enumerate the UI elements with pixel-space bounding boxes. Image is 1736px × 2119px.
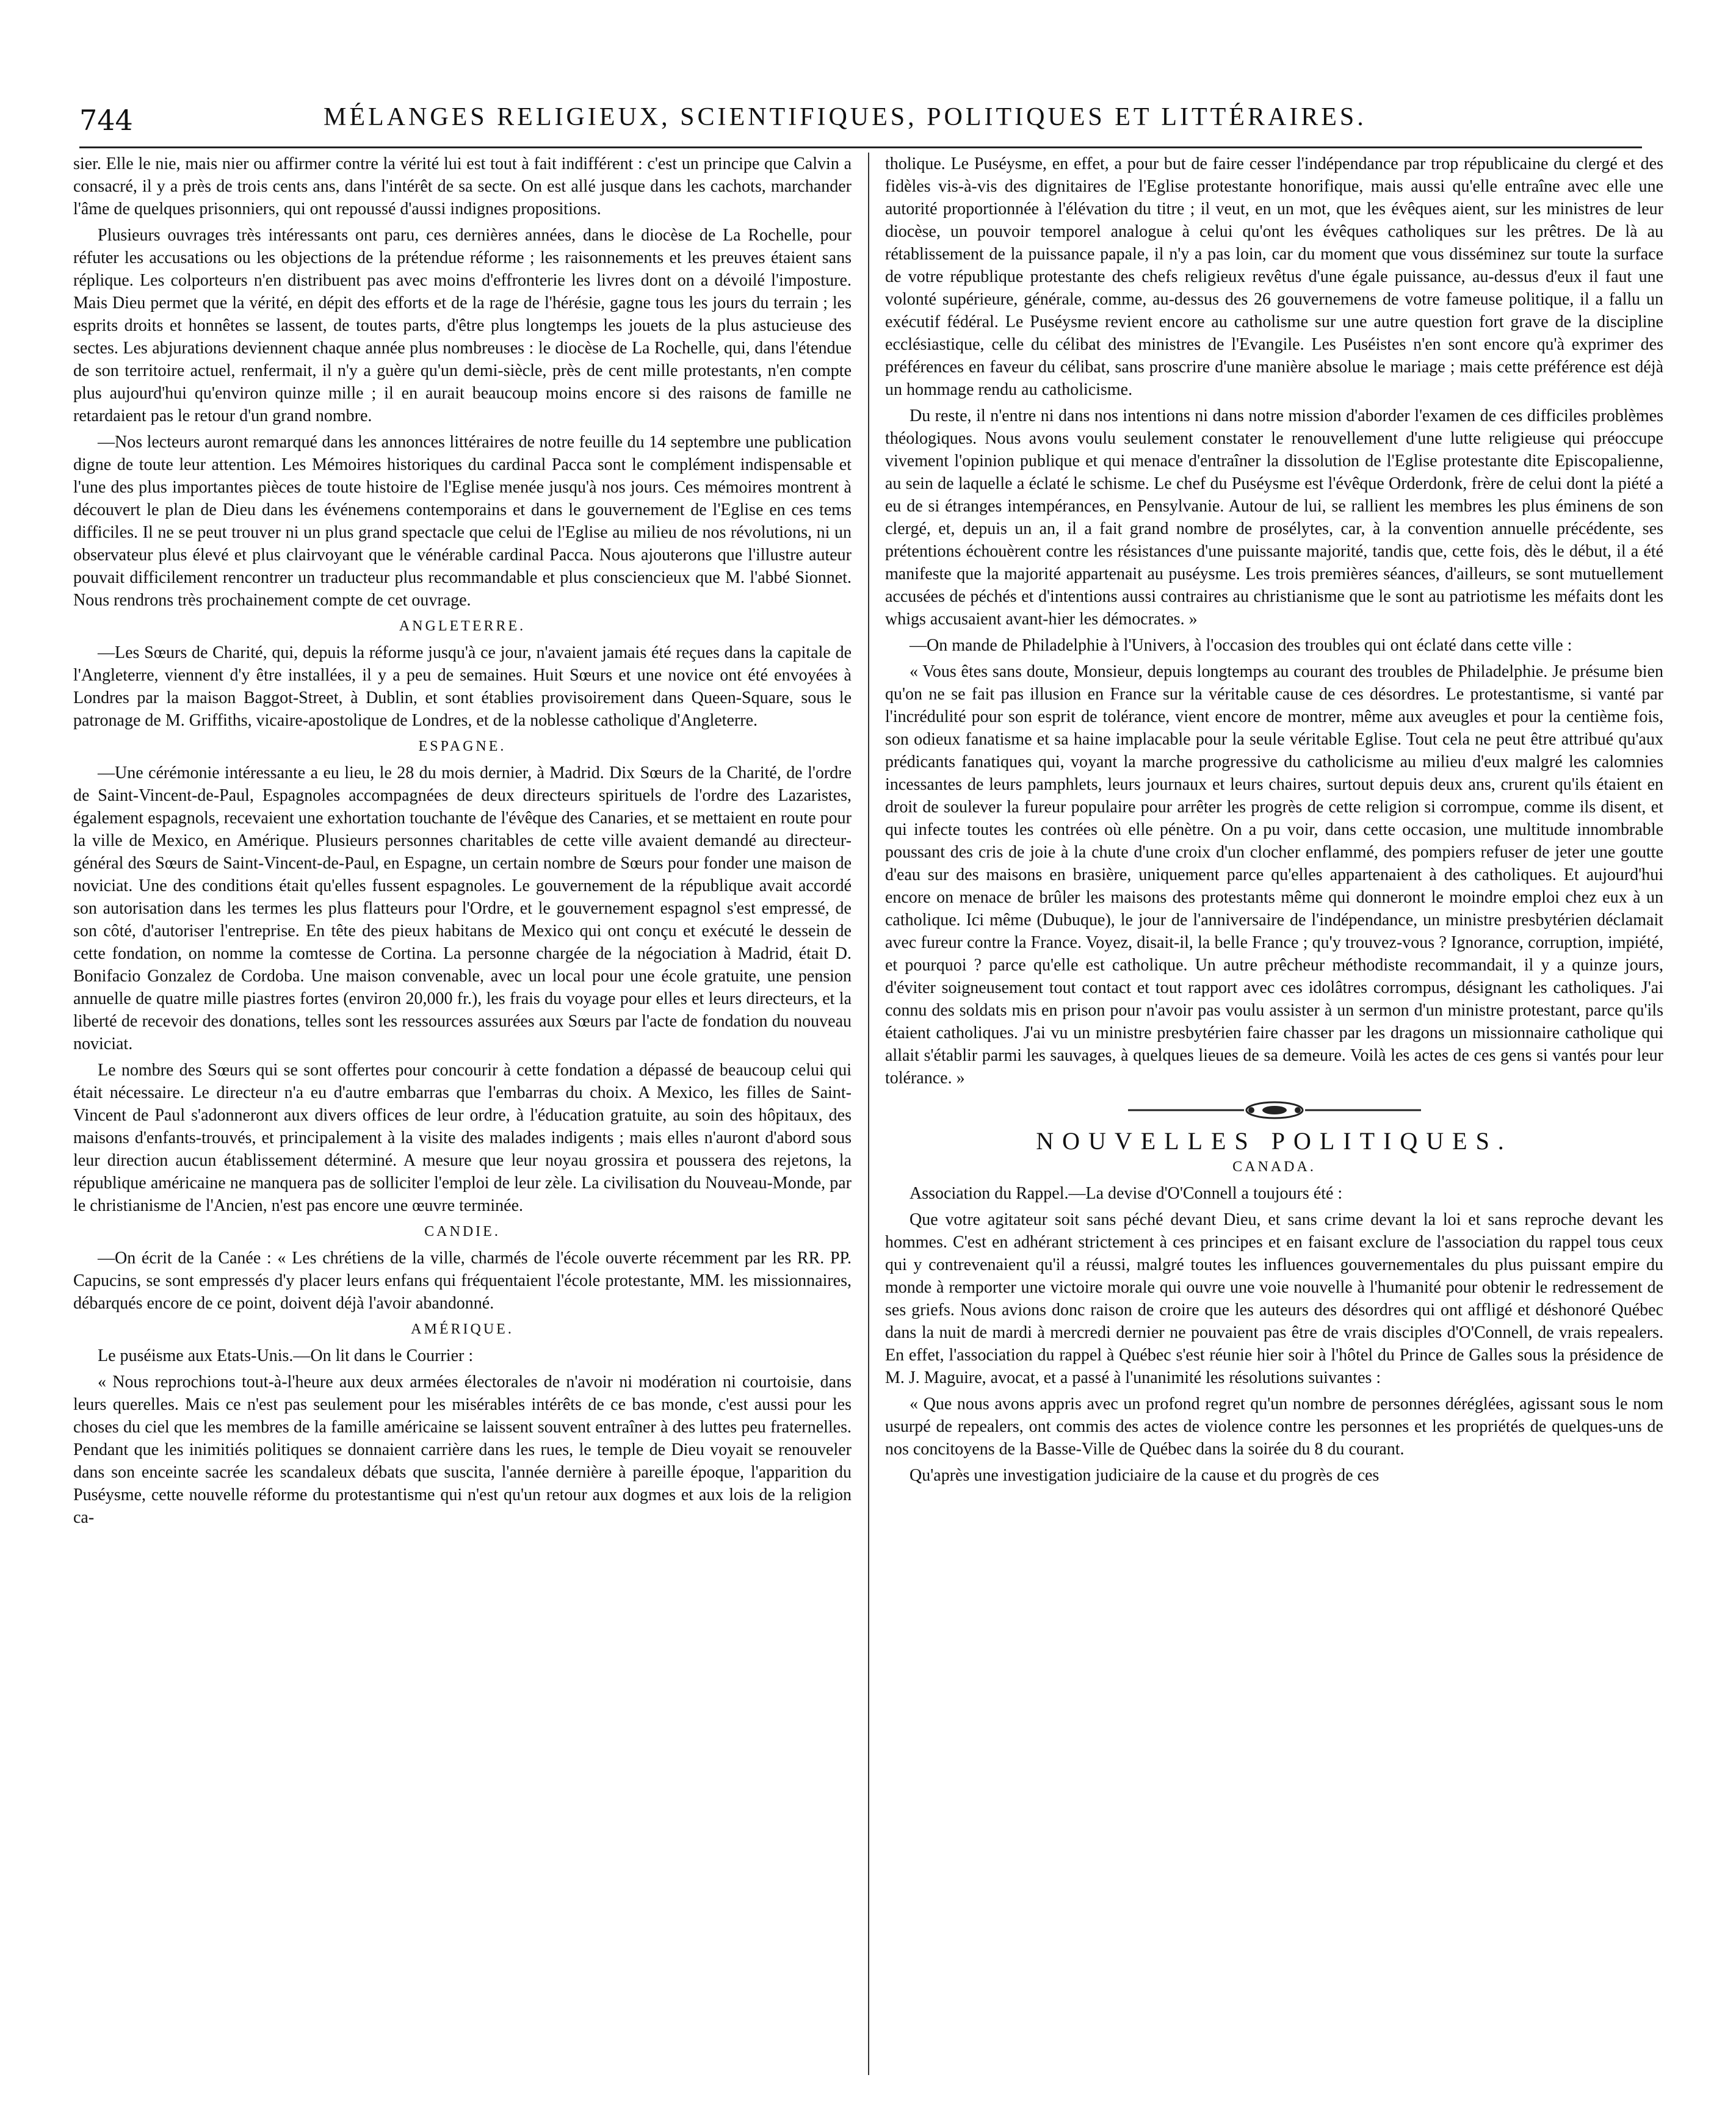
paragraph: « Nous reprochions tout-à-l'heure aux deux armées électorales de n'avoir ni modération ni courtoisie, dans leurs querelles. Mais ce n'est pas seulement pour les misérables intérêts de ce bas monde, c'est aussi pour les choses du ciel que les membres de la famille américaine se laissent souvent entraîner à des luttes peu fraternelles. Pendant que les inimitiés politiques se donnaient carrière dans les rues, le temple de Dieu voyait se renouveler dans son enceinte sacrée les scandaleux débats que suscita, l'année dernière à pareille époque, l'apparition du Puséysme, cette nouvelle réforme du protestantisme qui n'est qu'un retour aux dogmes et aux lois de la religion ca- xyxy=(73,1373,852,1527)
paragraph-lead: Association du Rappel.—La devise d'O'Connell a toujours été : xyxy=(910,1184,1343,1203)
right-column xyxy=(885,153,1663,2093)
paragraph: sier. Elle le nie, mais nier ou affirmer contre la vérité lui est tout à fait indifférent : c'est un principe que Calvin a consacré, il y a près de trois cents ans, dans l'intérêt de sa secte. On est allé jusque dans les cachots, marchander l'âme de quelques prisonniers, qui ont repoussé d'aussi indignes propositions. xyxy=(73,154,852,218)
paragraph: Du reste, il n'entre ni dans nos intentions ni dans notre mission d'aborder l'examen de ces difficiles problèmes théologiques. Nous avons voulu seulement constater le renouvellement d'une lutte religieuse qui préoccupe vivement l'opinion publique et qui menace d'entraîner la dissolution de l'Eglise protestante dite Episcopalienne, au sein de laquelle a éclaté le schisme. Le chef du Puséysme est l'évêque Orderdonk, frère de celui dont la piété a eu de si étranges intempérances, en Pensylvanie. Autour de lui, se rallient les membres les plus éminens de son clergé, et, depuis un an, il a fait grand nombre de prosélytes, car, à la convention annuelle précédente, ses prétentions échouèrent contre les résistances d'une puissante majorité, tandis que, cette fois, dès le début, il a été manifeste que la majorité appartenait au puséysme. Les trois premières séances, d'ailleurs, se sont mutuellement accusées de péchés et d'intentions aussi contraires au christianisme que le sont au patriotisme les méfaits dont les whigs accusaient avant-hier les démocrates. » xyxy=(885,406,1663,629)
paragraph: —On écrit de la Canée : « Les chrétiens de la ville, charmés de l'école ouverte récemment par les RR. PP. Capucins, se sont empressés d'y placer leurs enfans qui fréquentaient l'école protestante, MM. les missionnaires, débarqués encore de ce point, doivent déjà l'avoir abandonné. xyxy=(73,1249,852,1313)
paragraph: Qu'après une investigation judiciaire de la cause et du progrès de ces xyxy=(910,1466,1380,1485)
ornament-icon xyxy=(1116,1099,1433,1121)
section-heading-amerique: AMÉRIQUE. xyxy=(411,1321,514,1337)
paragraph: —Les Sœurs de Charité, qui, depuis la réforme jusqu'à ce jour, n'avaient jamais été reçues dans la capitale de l'Angleterre, viennent d'y être installées, il y a peu de semaines. Huit Sœurs et une novice ont été envoyées à Londres par la maison Baggot-Street, à Dublin, et sont établies provisoirement dans Queen-Square, sous le patronage de M. Griffiths, vicaire-apostolique de Londres, et de la noblesse catholique d'Angleterre. xyxy=(73,643,852,730)
column-divider xyxy=(868,153,869,2075)
ornament-divider xyxy=(885,1099,1663,1124)
paragraph-lead: Le puséisme aux Etats-Unis.—On lit dans le Courrier : xyxy=(98,1346,474,1365)
left-column xyxy=(73,153,852,2093)
page-header xyxy=(79,92,1642,146)
paragraph: « Vous êtes sans doute, Monsieur, depuis longtemps au courant des troubles de Philadelphie. Je présume bien qu'on ne se fait pas illusion en France sur la véritable cause de ces désordres. Le protestantisme, si vanté par l'incrédulité pour son esprit de tolérance, vient encore de montrer, même aux aveugles et pour la centième fois, son odieux fanatisme et sa haine implacable pour la seule véritable Eglise. Tout cela ne peut être attribué qu'aux prédicants fanatiques qui, voyant la marche progressive du catholicisme au milieu d'eux malgré les calomnies incessantes de leurs pamphlets, leurs journaux et leurs chaires, surtout depuis deux ans, crurent qu'ils étaient en droit de soulever la fureur populaire pour arrêter les progrès de cette religion si corrompue, comme ils disent, et qui infecte toutes les contrées où elle pénètre. On a pu voir, dans cette occasion, une multitude innombrable poussant des cris de joie à la chute d'une croix d'un clocher enflammé, des pompiers refuser de jeter une goutte d'eau sur des maisons en brasière, uniquement parce qu'elles appartenaient à des catholiques. Et aujourd'hui encore on menace de brûler les maisons des protestants même qui donneront le moindre emploi chez eux à un catholique. Ici même (Dubuque), le jour de l'anniversaire de l'indépendance, un ministre presbytérien déclamait avec fureur contre la France. Voyez, disait-il, la belle France ; qu'y trouvez-vous ? Ignorance, corruption, impiété, et pourquoi ? parce qu'elle est catholique. Un autre prêcheur méthodiste recommandait, il y a quinze jours, d'éviter soigneusement tout contact et tout rapport avec ces idolâtres corrompus, désignant les catholiques. J'ai connu des soldats mis en prison pour n'avoir pas voulu assister à un sermon d'un ministre protestant, parce qu'ils étaient catholiques. J'ai vu un ministre presbytérien faire chasser par les dragons un missionnaire catholique qui allait s'établir parmi les sauvages, à quelques lieues de sa demeure. Voilà les actes de ces gens si vantés pour leur tolérance. » xyxy=(885,662,1663,1088)
section-heading-espagne: ESPAGNE. xyxy=(418,738,507,754)
paragraph: —On mande de Philadelphie à l'Univers, à l'occasion des troubles qui ont éclaté dans cette ville : xyxy=(910,636,1572,655)
paragraph: Que votre agitateur soit sans péché devant Dieu, et sans crime devant la loi et sans reproche devant les hommes. C'est en adhérant strictement à ces principes et en faisant exclure de l'association du rappel tous ceux qui y contrevenaient qu'il a réussi, malgré toutes les influences gouvernementales du plus puissant empire du monde à remporter une victoire morale qui ouvre une voie nouvelle à l'humanité pour obtenir le redressement de ses griefs. Nous avions donc raison de croire que les auteurs des désordres qui ont affligé et déshonoré Québec dans la nuit de mardi à mercredi dernier ne pouvaient pas être de vrais disciples d'O'Connell, de vrais repealers. En effet, l'association du rappel à Québec s'est réunie hier soir à l'hôtel du Prince de Galles sous la présidence de M. J. Maguire, avocat, et a passé à l'unanimité les résolutions suivantes : xyxy=(885,1210,1663,1387)
paragraph: —Une cérémonie intéressante a eu lieu, le 28 du mois dernier, à Madrid. Dix Sœurs de la Charité, de l'ordre de Saint-Vincent-de-Paul, Espagnoles accompagnées de deux directeurs spirituels de l'ordre des Lazaristes, également espagnols, recevaient une exhortation touchante de l'évêque des Canaries, et se mettaient en route pour la ville de Mexico, en Amérique. Plusieurs personnes charitables de cette ville avaient demandé au directeur-général des Sœurs de Saint-Vincent-de-Paul, en Espagne, un certain nombre de Sœurs pour fonder une maison de noviciat. Une des conditions était qu'elles fussent espagnoles. Le gouvernement de la république avait accordé son autorisation dans les termes les plus flatteurs pour l'Ordre, et le gouvernement espagnol s'est empressé, de son côté, d'autoriser l'entreprise. En tête des pieux habitans de Mexico qui ont conçu et exécuté le dessein de cette fondation, on nomme la comtesse de Cortina. La personne chargée de la négociation à Madrid, était D. Bonifacio Gonzalez de Cordoba. Une maison convenable, avec un local pour une école gratuite, une pension annuelle de quatre mille piastres fortes (environ 20,000 fr.), les frais du voyage pour elles et leurs directeurs, et la liberté de recevoir des donations, telles sont les ressources assurées aux Sœurs par l'acte de fondation du nouveau noviciat. xyxy=(73,763,852,1053)
paragraph: —Nos lecteurs auront remarqué dans les annonces littéraires de notre feuille du 14 septembre une publication digne de toute leur attention. Les Mémoires historiques du cardinal Pacca sont le complément indispensable et l'une des plus importantes pièces de toute histoire de l'Eglise menée jusqu'à nos jours. Ces mémoires montrent à découvert le plan de Dieu dans les événemens contemporains et dans le gouvernement de l'Eglise en ces tems difficiles. Il ne se peut trouver ni un plus grand spectacle que celui de l'Eglise au milieu de nos révolutions, ni un observateur plus élevé et plus clairvoyant que le vénérable cardinal Pacca. Nous ajouterons que l'illustre auteur pouvait difficilement rencontrer un traducteur plus recommandable et plus consciencieux que M. l'abbé Sionnet. Nous rendrons très prochainement compte de cet ouvrage. xyxy=(73,433,852,610)
section-heading-angleterre: ANGLETERRE. xyxy=(399,618,526,634)
running-title: MÉLANGES RELIGIEUX, SCIENTIFIQUES, POLITIQUES ET LITTÉRAIRES. xyxy=(324,103,1367,131)
page-number: 744 xyxy=(79,104,133,137)
paragraph: tholique. Le Puséysme, en effet, a pour but de faire cesser l'indépendance par trop républicaine du clergé et des fidèles vis-à-vis des dignitaires de l'Eglise protestante honorifique, mais aussi qu'elle entraîne avec elle une autorité proportionnée à l'élévation du titre ; il veut, en un mot, que les évêques aient, sur les ministres de leur diocèse, un pouvoir temporel analogue à celui qu'ont les évêques catholiques sur les prêtres. De là au rétablissement de la puissance papale, il n'y a pas loin, car du moment que vous disséminez sur toute la surface de votre république protestante des chefs religieux revêtus d'une égale puissance, au-dessus d'eux il faut une volonté supérieure, générale, comme, au-dessus des 26 gouvernemens de votre fameuse politique, il a fallu un exécutif fédéral. Le Puséysme revient encore au catholisme sur une autre question fort grave de la discipline ecclésiastique, celle du célibat des ministres de l'Evangile. Les Puséistes n'en sont encore qu'à exprimer des préférences en faveur du célibat, sans proscrire d'une manière absolue le mariage ; mais cette préférence est déjà un hommage rendu au catholicisme. xyxy=(885,154,1663,399)
paragraph: Le nombre des Sœurs qui se sont offertes pour concourir à cette fondation a dépassé de beaucoup celui qui était nécessaire. Le directeur n'a eu d'autre embarras que l'embarras du choix. A Mexico, les filles de Saint-Vincent de Paul s'adonneront aux divers offices de leur ordre, à l'éducation gratuite, au soin des hôpitaux, des maisons d'enfants-trouvés, et principalement à la visite des malades indigents ; mais elles n'auront d'abord sous leur direction aucun établissement déterminé. A mesure que leur noyau grossira et poussera des rejetons, la république américaine ne manquera pas de solliciter l'emploi de leur zèle. La civilisation du Nouveau-Monde, par le christianisme de l'Ancien, n'est pas encore une œuvre terminée. xyxy=(73,1061,852,1215)
paragraph: « Que nous avons appris avec un profond regret qu'un nombre de personnes déréglées, agissant sous le nom usurpé de repealers, ont commis des actes de violence contre les personnes et les propriétés de quelques-uns de nos concitoyens de la Basse-Ville de Québec dans la soirée du 8 du courant. xyxy=(885,1395,1663,1459)
section-heading-canada: CANADA. xyxy=(1232,1159,1316,1175)
section-heading-candie: CANDIE. xyxy=(424,1224,501,1240)
section-heading-nouvelles: NOUVELLES POLITIQUES. xyxy=(1036,1127,1513,1155)
paragraph: Plusieurs ouvrages très intéressants ont paru, ces dernières années, dans le diocèse de La Rochelle, pour réfuter les accusations ou les objections de la prétendue réforme ; les raisonnements et les preuves étaient sans réplique. Les colporteurs n'en distribuent pas avec moins d'effronterie les livres dont on a dévoilé l'imposture. Mais Dieu permet que la vérité, en dépit des efforts et de la rage de l'hérésie, gagne tous les jours du terrain ; les esprits droits et honnêtes se lassent, de toutes parts, d'être plus longtemps les jouets de la plus astucieuse des sectes. Les abjurations deviennent chaque année plus nombreuses : le diocèse de La Rochelle, qui, dans l'étendue de son territoire actuel, renfermait, il n'y a guère qu'un demi-siècle, près de cent mille protestants, n'en compte plus aujourd'hui qu'environ quinze mille ; il en aurait beaucoup moins encore si des raisons de famille ne retardaient pas le retour d'un grand nombre. xyxy=(73,226,852,425)
header-rule xyxy=(79,146,1642,148)
